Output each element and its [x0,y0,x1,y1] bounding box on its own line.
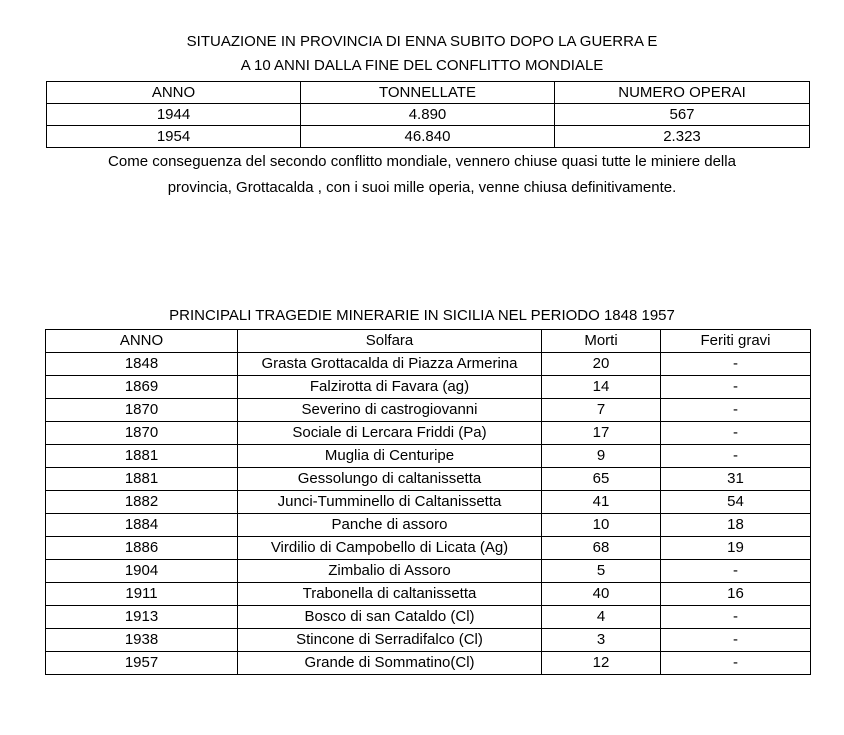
cell-morti: 65 [542,468,661,491]
cell-anno: 1882 [46,491,238,514]
table-row [46,422,811,445]
table-row [46,468,811,491]
cell-solfara: Junci-Tumminello di Caltanissetta [238,491,542,514]
table-row [46,399,811,422]
table-row [46,537,811,560]
table-header-row [46,330,811,353]
cell-tonnellate: 46.840 [301,126,555,148]
cell-morti: 14 [542,376,661,399]
cell-solfara: Virdilio di Campobello di Licata (Ag) [238,537,542,560]
cell-anno: 1881 [46,468,238,491]
table-row [46,353,811,376]
cell-anno: 1870 [46,422,238,445]
cell-feriti-gravi: - [661,445,811,468]
column-header-morti: Morti [542,330,661,353]
cell-anno: 1957 [46,652,238,675]
cell-morti: 12 [542,652,661,675]
section1-title-line1: SITUAZIONE IN PROVINCIA DI ENNA SUBITO DOPO LA GUERRA E [186,33,658,50]
cell-solfara: Muglia di Centuripe [238,445,542,468]
cell-anno: 1904 [46,560,238,583]
cell-anno: 1884 [46,514,238,537]
cell-anno: 1848 [46,353,238,376]
section2-title: PRINCIPALI TRAGEDIE MINERARIE IN SICILIA NEL PERIODO 1848 1957 [169,307,675,324]
enna-production-table [46,81,810,148]
cell-numero-operai: 567 [555,104,810,126]
cell-solfara: Grande di Sommatino(Cl) [238,652,542,675]
cell-feriti-gravi: - [661,560,811,583]
cell-morti: 20 [542,353,661,376]
cell-solfara: Gessolungo di caltanissetta [238,468,542,491]
cell-feriti-gravi: 19 [661,537,811,560]
cell-feriti-gravi: 54 [661,491,811,514]
column-header-numero-operai: NUMERO OPERAI [555,82,810,104]
cell-morti: 7 [542,399,661,422]
section1-title-line2: A 10 ANNI DALLA FINE DEL CONFLITTO MONDIALE [240,57,604,74]
cell-solfara: Sociale di Lercara Friddi (Pa) [238,422,542,445]
table-row [46,491,811,514]
cell-numero-operai: 2.323 [555,126,810,148]
cell-morti: 41 [542,491,661,514]
cell-morti: 17 [542,422,661,445]
cell-morti: 4 [542,606,661,629]
column-header-anno: ANNO [46,330,238,353]
column-header-anno: ANNO [47,82,301,104]
table-row [46,445,811,468]
cell-anno: 1886 [46,537,238,560]
table-row [46,629,811,652]
table-row [46,652,811,675]
paragraph-line2: provincia, Grottacalda , con i suoi mille operia, venne chiusa definitivamente. [167,179,677,196]
cell-solfara: Grasta Grottacalda di Piazza Armerina [238,353,542,376]
cell-feriti-gravi: 31 [661,468,811,491]
table-row [46,606,811,629]
cell-feriti-gravi: - [661,606,811,629]
column-header-solfara: Solfara [238,330,542,353]
cell-morti: 3 [542,629,661,652]
cell-anno: 1954 [47,126,301,148]
cell-solfara: Trabonella di caltanissetta [238,583,542,606]
paragraph-line1: Come conseguenza del secondo conflitto mondiale, vennero chiuse quasi tutte le miniere della [108,153,736,170]
cell-tonnellate: 4.890 [301,104,555,126]
cell-feriti-gravi: - [661,629,811,652]
cell-solfara: Zimbalio di Assoro [238,560,542,583]
cell-anno: 1870 [46,399,238,422]
cell-anno: 1944 [47,104,301,126]
cell-solfara: Bosco di san Cataldo (Cl) [238,606,542,629]
mining-tragedies-table [45,329,811,675]
table-row [47,126,810,148]
table-row [46,376,811,399]
cell-feriti-gravi: 16 [661,583,811,606]
cell-morti: 5 [542,560,661,583]
cell-anno: 1913 [46,606,238,629]
cell-feriti-gravi: - [661,353,811,376]
cell-feriti-gravi: - [661,376,811,399]
column-header-tonnellate: TONNELLATE [301,82,555,104]
table-row [46,583,811,606]
cell-morti: 68 [542,537,661,560]
cell-solfara: Stincone di Serradifalco (Cl) [238,629,542,652]
cell-anno: 1881 [46,445,238,468]
column-header-feriti-gravi: Feriti gravi [661,330,811,353]
cell-anno: 1911 [46,583,238,606]
table-row [46,560,811,583]
cell-morti: 10 [542,514,661,537]
table-row [47,104,810,126]
table-row [46,514,811,537]
cell-feriti-gravi: - [661,399,811,422]
cell-feriti-gravi: - [661,422,811,445]
cell-solfara: Falzirotta di Favara (ag) [238,376,542,399]
table-header-row [47,82,810,104]
cell-feriti-gravi: - [661,652,811,675]
cell-solfara: Severino di castrogiovanni [238,399,542,422]
cell-morti: 9 [542,445,661,468]
cell-morti: 40 [542,583,661,606]
cell-feriti-gravi: 18 [661,514,811,537]
cell-solfara: Panche di assoro [238,514,542,537]
cell-anno: 1938 [46,629,238,652]
cell-anno: 1869 [46,376,238,399]
